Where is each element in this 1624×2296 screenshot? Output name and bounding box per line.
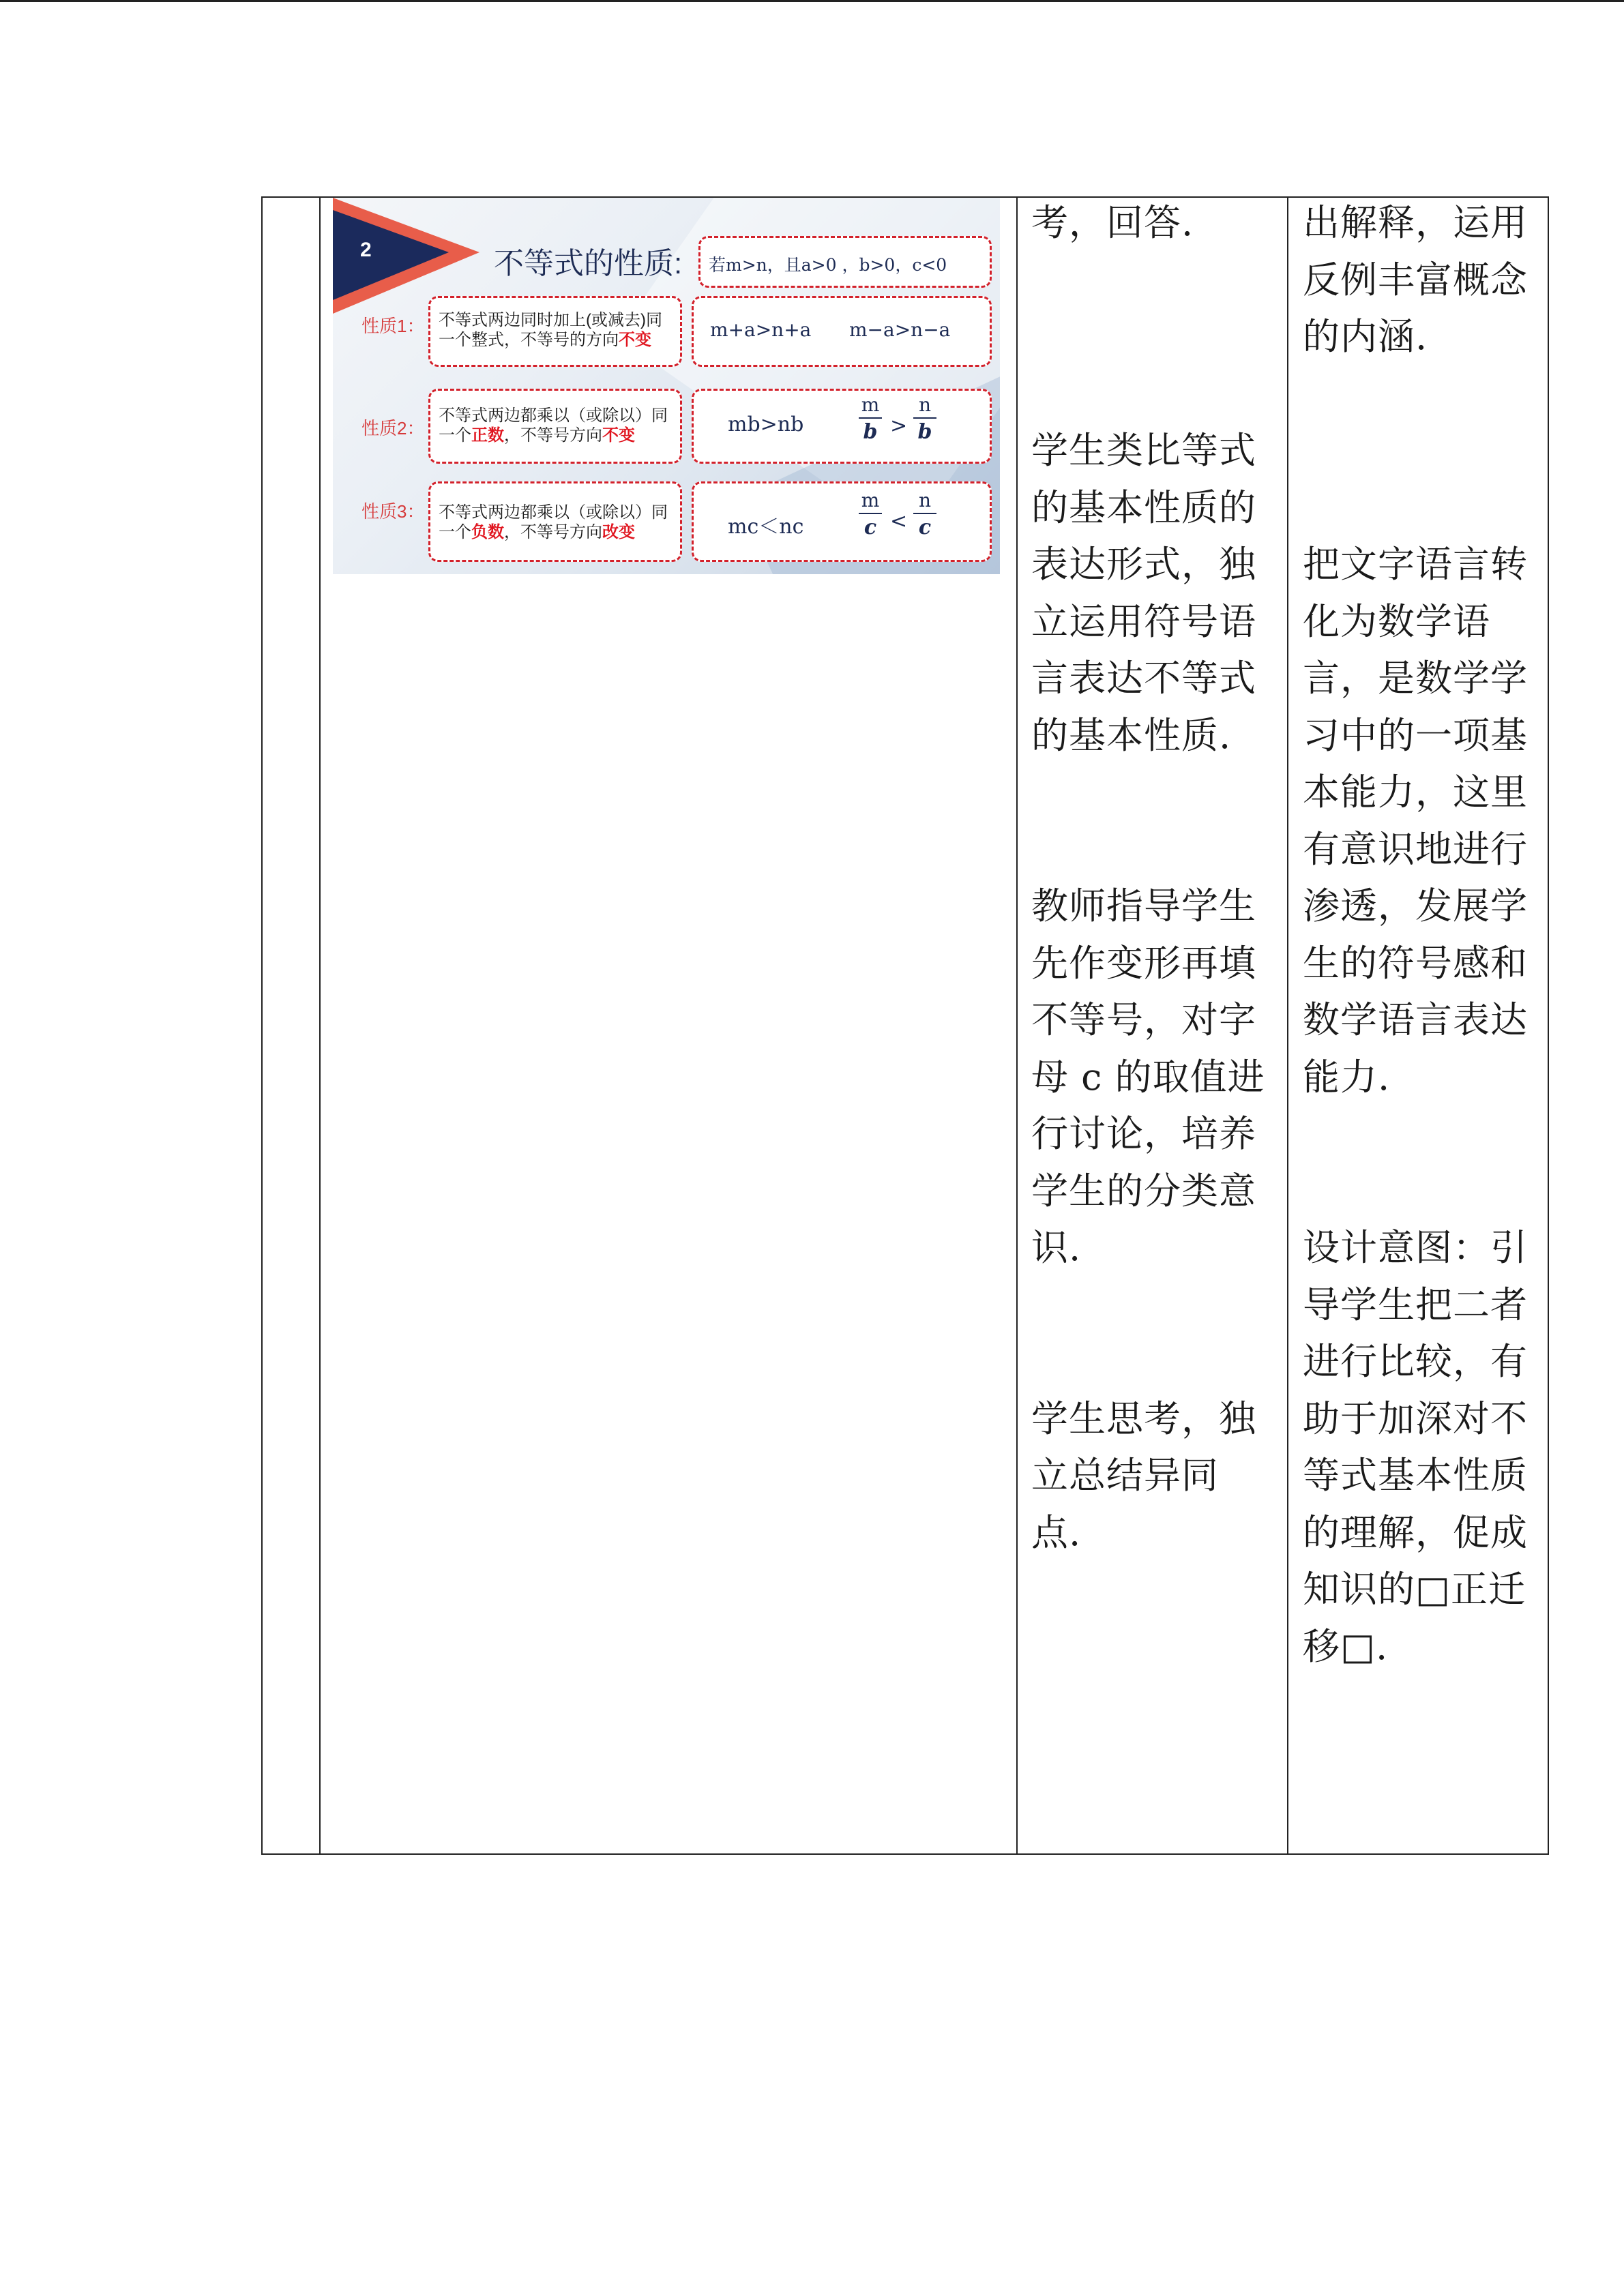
property-2-formula-a: mb>nb	[728, 413, 804, 436]
column-divider-2	[1016, 198, 1018, 1853]
property-1-formula-b: m−a>n−a	[849, 318, 951, 341]
property-2-formula-box	[692, 389, 992, 464]
property-1-text-box	[428, 296, 682, 367]
property-2-label: 性质2：	[361, 418, 425, 438]
column-divider-1	[319, 198, 321, 1853]
property-2-text: 不等式两边都乘以（或除以）同 一个正数，不等号方向不变	[439, 406, 668, 445]
property-1-text: 不等式两边同时加上(或减去)同 一个整式，不等号的方向不变	[439, 311, 662, 349]
property-1-label: 性质1：	[361, 316, 425, 336]
slide-number: 2	[360, 239, 372, 261]
property-1-formula-box	[692, 296, 992, 367]
page-top-border	[0, 0, 1624, 2]
property-3-formula-a: mc＜nc	[728, 515, 804, 539]
slide-image	[333, 198, 1000, 574]
property-3-text-box	[428, 481, 682, 562]
property-3-formula-box	[692, 481, 992, 562]
property-2-fraction-operator: >	[890, 414, 908, 438]
condition-box	[698, 236, 992, 288]
design-intent-text: 出解释，运用 反例丰富概念 的内涵. 把文字语言转 化为数学语 言，是数学学 习中的一项基 本能力，这里 有意识地进行 渗透，发展学 生的符号感和 数学语言表达 能力. 设计意图：引 导学生把二者 进行比较，有 助于加深对不 等式基本性质 的理解，促成 知识的□正迁 移□.	[1303, 201, 1528, 1668]
property-3-fraction-operator: <	[890, 509, 908, 533]
property-2-fraction-left: m b	[859, 393, 882, 444]
property-3-text: 不等式两边都乘以（或除以）同 一个负数，不等号方向改变	[439, 503, 668, 541]
property-2-text-box	[428, 389, 682, 464]
student-activity-text: 考，回答. 学生类比等式 的基本性质的 表达形式，独 立运用符号语 言表达不等式 的基本性质. 教师指导学生 先作变形再填 不等号，对字 母 c 的取值进 行讨论，培养 学生的分类意 识. 学生思考，独 立总结异同 点.	[1031, 201, 1265, 1554]
property-3-label: 性质3：	[361, 501, 425, 522]
condition-text: 若m>n，且a>0 ，b>0，c<0	[709, 255, 947, 275]
property-3-fraction-right: n c	[913, 489, 936, 539]
property-3-fraction-left: m c	[859, 489, 882, 539]
column-divider-3	[1287, 198, 1288, 1853]
property-2-fraction-right: n b	[913, 393, 936, 444]
slide-title: 不等式的性质:	[494, 247, 683, 280]
property-1-formula-a: m+a>n+a	[710, 318, 812, 341]
